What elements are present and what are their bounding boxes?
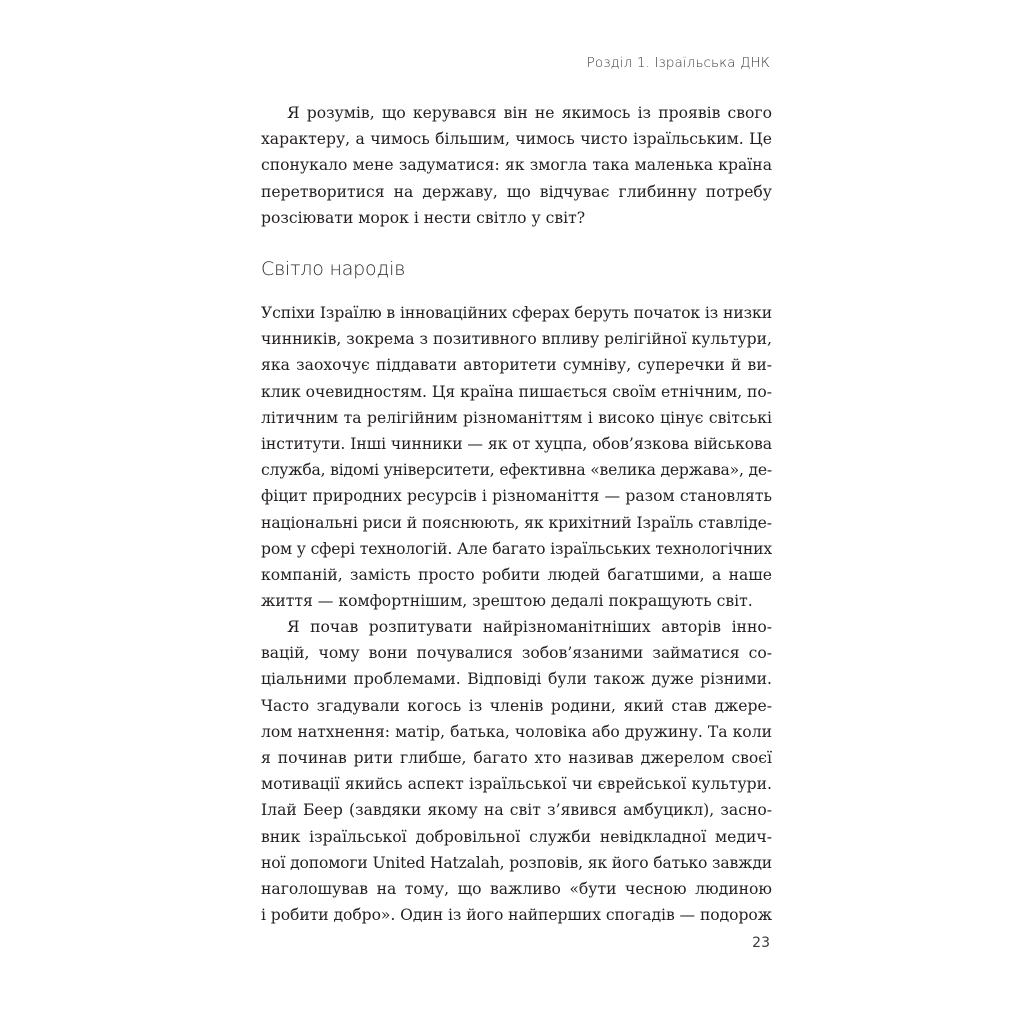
text-line: Я почав розпитувати найрізноманітніших авторів інно-	[287, 618, 772, 636]
section-heading: Світло народів	[261, 258, 406, 280]
text-line: я починав рити глибше, багато хто називав джерелом своєї	[261, 748, 772, 767]
text-line: ціальними проблемами. Відповіді були також дуже різними.	[261, 670, 772, 689]
text-line: вник ізраїльської добровільної служби невідкладної медич-	[261, 827, 772, 846]
page-number: 23	[752, 935, 770, 951]
text-line: фіцит природних ресурсів і різноманіття — разом становлять	[261, 487, 772, 506]
text-line: клик очевидностям. Ця країна пишається своїм етнічним, по-	[261, 382, 772, 401]
text-line: спонукало мене задуматися: як змогла така маленька країна	[261, 156, 772, 175]
text-line: служба, відомі університети, ефективна «велика держава», де-	[261, 461, 772, 480]
text-line: Успіхи Ізраїлю в інноваційних сферах беруть початок із низки	[261, 304, 772, 322]
text-line: життя — комфортнішим, зрештою дедалі покращують світ.	[261, 592, 753, 611]
paragraph	[261, 100, 772, 231]
text-line: Ілай Беер (завдяки якому на світ з’явився амбуцикл), засно-	[261, 801, 772, 820]
text-line: Я розумів, що керувався він не якимось із проявів свого	[287, 104, 772, 122]
text-line: і робити добро». Один із його найперших спогадів — подорож	[261, 906, 772, 925]
text-line: Часто згадували когось із членів родини, який став джере-	[261, 696, 772, 715]
text-line: вацій, чому вони почувалися зобов’язаними займатися со-	[261, 644, 772, 663]
text-line: національні риси й пояснюють, як крихітний Ізраїль ставліде-	[261, 513, 772, 532]
text-line: яка заохочує піддавати авторитети сумніву, суперечки й ви-	[261, 356, 772, 375]
text-line: мотивації якийсь аспект ізраїльської чи єврейської культури.	[261, 775, 772, 794]
text-line: наголошував на тому, що важливо «бути чесною людиною	[261, 879, 772, 898]
text-line: перетворитися на державу, що відчуває глибинну потребу	[261, 182, 772, 201]
text-line: розсіювати морок і нести світло у світ?	[261, 208, 586, 227]
paragraph	[261, 614, 772, 928]
text-line: чинників, зокрема з позитивного впливу релігійної культури,	[261, 330, 772, 349]
text-line: інститути. Інші чинники — як от хуцпа, обов’язкова військова	[261, 434, 772, 453]
text-line: літичним та релігійним різноманіттям і високо цінує світські	[261, 408, 772, 427]
text-line: ром у сфері технологій. Але багато ізраїльських технологічних	[261, 539, 772, 558]
text-line: лом натхнення: матір, батька, чоловіка або дружину. Та коли	[261, 722, 772, 741]
paragraph	[261, 300, 772, 614]
text-line: характеру, а чимось більшим, чимось чисто ізраїльським. Це	[261, 130, 772, 149]
text-line: ної допомоги United Hatzalah, розповів, як його батько завжди	[261, 853, 772, 872]
running-head: Розділ 1. Ізраїльська ДНК	[586, 55, 770, 71]
text-line: компаній, замість просто робити людей багатшими, а наше	[261, 565, 772, 584]
